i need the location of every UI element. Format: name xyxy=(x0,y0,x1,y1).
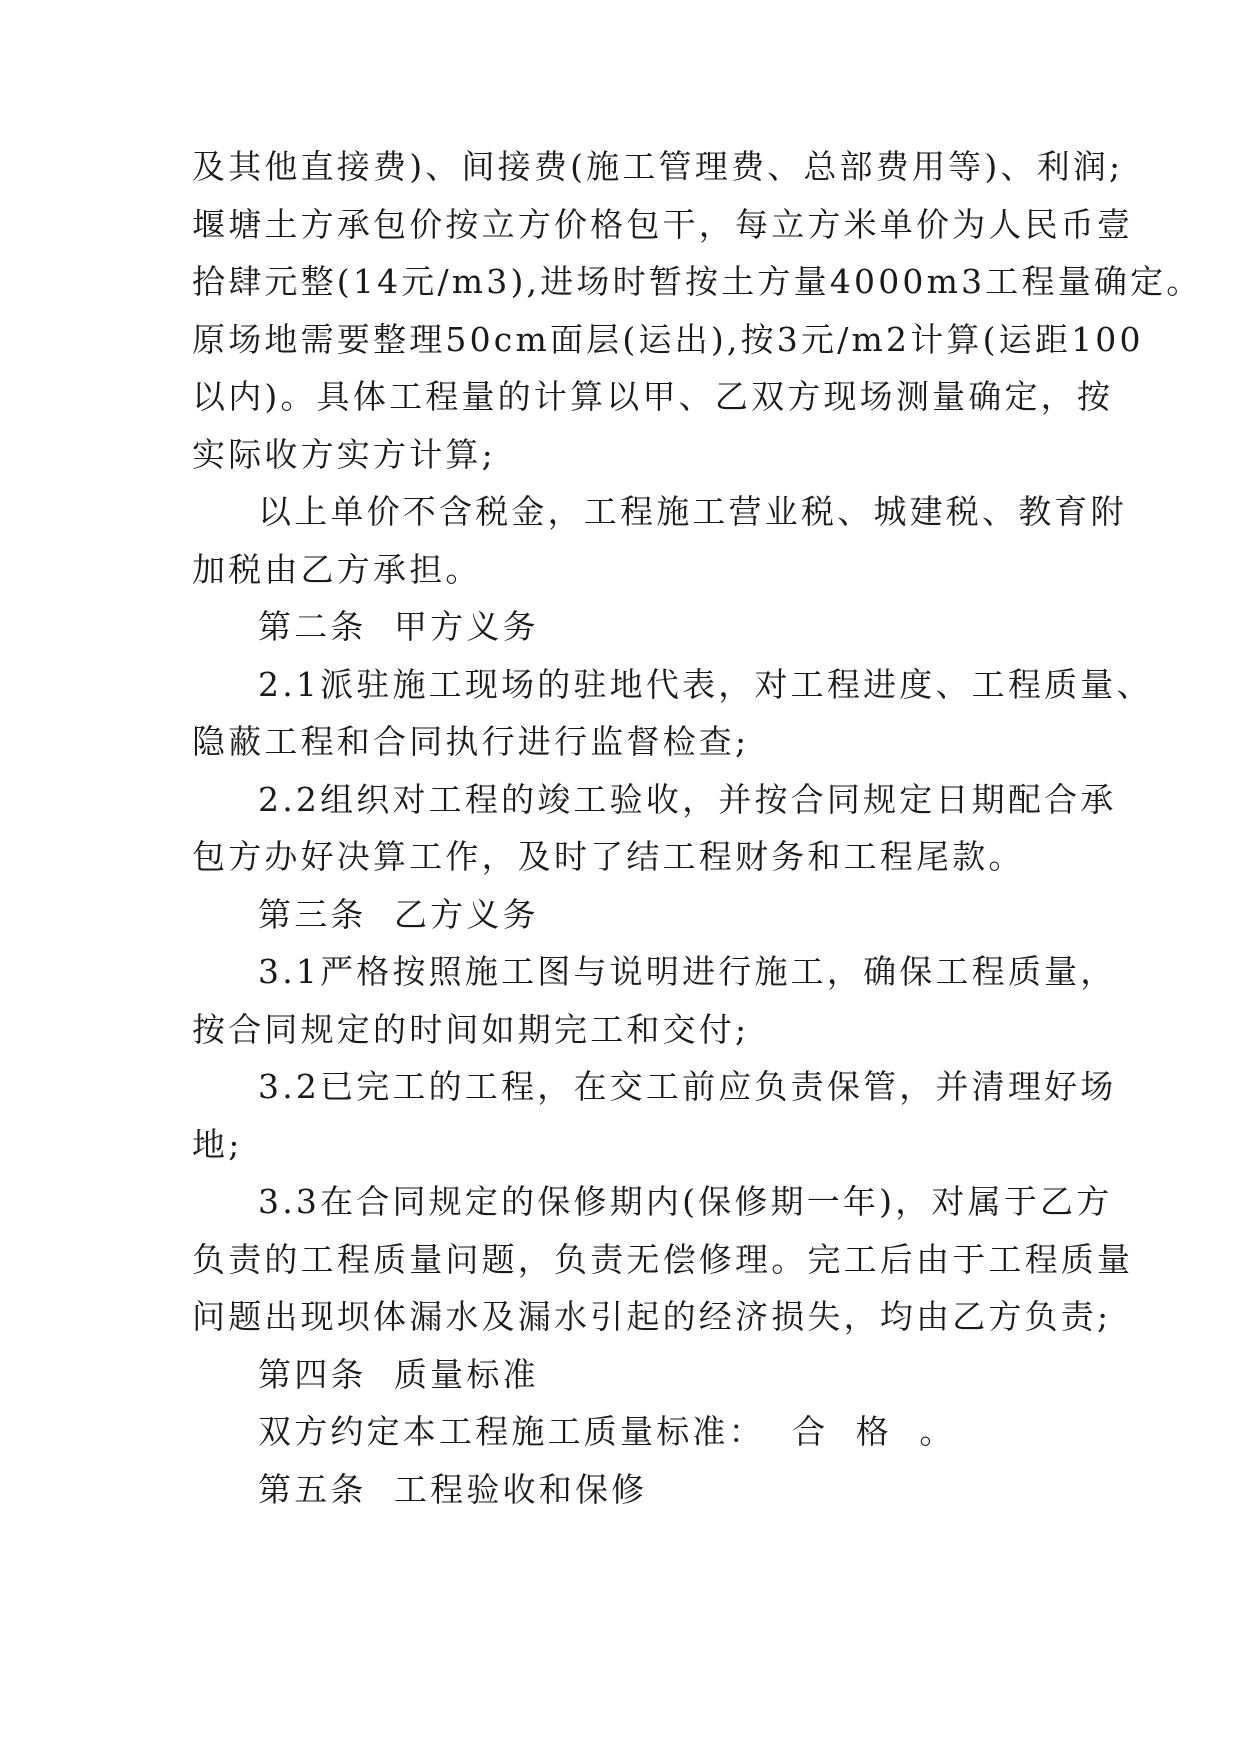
text-line: 以内)。具体工程量的计算以甲、乙双方现场测量确定，按 xyxy=(192,377,1114,416)
section-heading: 第三条 乙方义务 xyxy=(258,895,539,934)
text-line: 3.3在合同规定的保修期内(保修期一年)，对属于乙方 xyxy=(258,1182,1113,1221)
section-heading: 第五条 工程验收和保修 xyxy=(258,1470,648,1509)
text-line: 堰塘土方承包价按立方价格包干，每立方米单价为人民币壹 xyxy=(192,205,1134,244)
text-line: 按合同规定的时间如期完工和交付; xyxy=(192,1010,750,1049)
section-heading: 第二条 甲方义务 xyxy=(258,607,539,646)
text-line: 拾肆元整(14元/m3),进场时暂按土方量4000m3工程量确定。 xyxy=(192,262,1203,301)
text-line: 包方办好决算工作，及时了结工程财务和工程尾款。 xyxy=(192,837,1025,876)
text-line: 双方约定本工程施工质量标准： 合 格 。 xyxy=(258,1412,956,1451)
text-line: 问题出现坝体漏水及漏水引起的经济损失，均由乙方负责; xyxy=(192,1297,1112,1336)
text-line: 3.2已完工的工程，在交工前应负责保管，并清理好场 xyxy=(258,1067,1117,1106)
text-line: 以上单价不含税金，工程施工营业税、城建税、教育附 xyxy=(258,492,1127,531)
section-heading: 第四条 质量标准 xyxy=(258,1355,539,1394)
text-line: 加税由乙方承担。 xyxy=(192,550,482,589)
text-line: 3.1严格按照施工图与说明进行施工，确保工程质量， xyxy=(258,952,1117,991)
text-line: 2.1派驻施工现场的驻地代表，对工程进度、工程质量、 xyxy=(258,665,1153,704)
text-line: 负责的工程质量问题，负责无偿修理。完工后由于工程质量 xyxy=(192,1240,1134,1279)
text-line: 实际收方实方计算; xyxy=(192,435,496,474)
text-line: 地; xyxy=(192,1125,243,1164)
text-line: 2.2组织对工程的竣工验收，并按合同规定日期配合承 xyxy=(258,780,1117,819)
text-line: 隐蔽工程和合同执行进行监督检查; xyxy=(192,722,750,761)
text-line: 及其他直接费)、间接费(施工管理费、总部费用等)、利润; xyxy=(192,147,1124,186)
text-line: 原场地需要整理50cm面层(运出),按3元/m2计算(运距100 xyxy=(192,320,1144,359)
